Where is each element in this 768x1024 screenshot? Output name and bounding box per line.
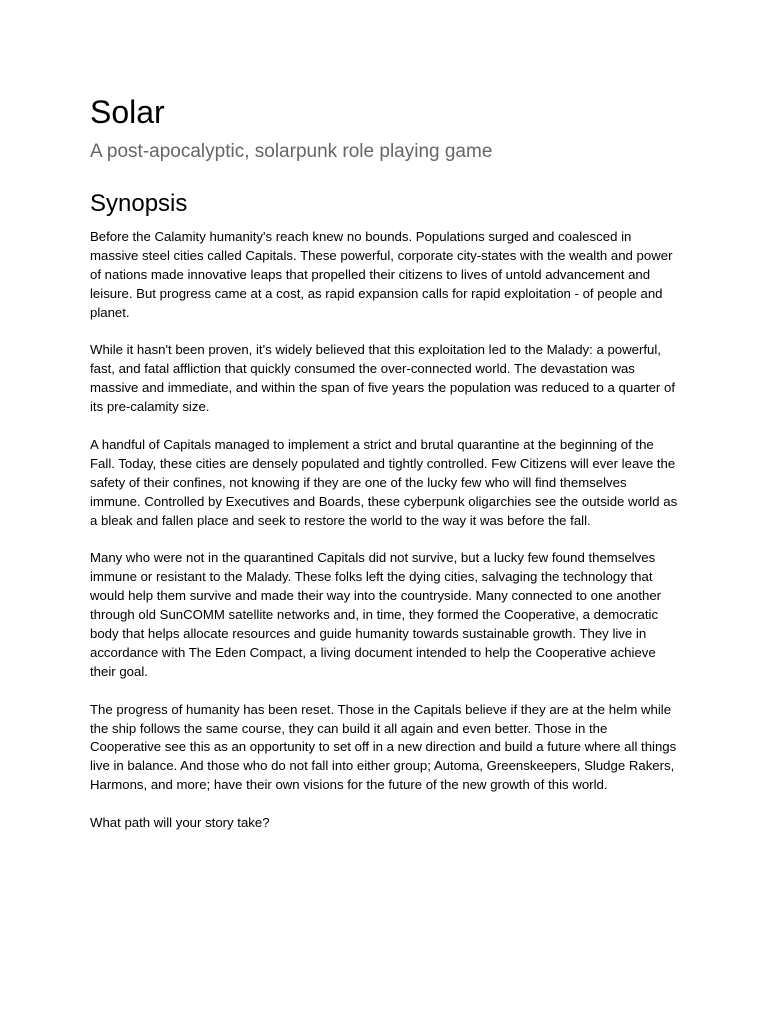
paragraph: A handful of Capitals managed to implement a strict and brutal quarantine at the beginning of the Fall. Today, these cities are densely populated and tightly controlled. Few Citizens will ever leave the safety of their confines, not knowing if they are one of the lucky few who will find themselves immune. Controlled by Executives and Boards, these cyberpunk oligarchies see the outside world as a bleak and fallen place and seek to restore the world to the way it was before the fall. xyxy=(90,436,678,528)
paragraph: The progress of humanity has been reset. Those in the Capitals believe if they are at the helm while the ship follows the same course, they can build it all again and even better. Those in the Cooperative see this as an opportunity to set off in a new direction and build a future where all things live in balance. And those who do not fall into either group; Automa, Greenskeepers, Sludge Rakers, Harmons, and more; have their own visions for the future of the new growth of this world. xyxy=(90,701,677,793)
synopsis-body xyxy=(90,228,678,833)
paragraph: What path will your story take? xyxy=(90,815,270,831)
document-title: Solar xyxy=(90,94,165,130)
document-subtitle: A post-apocalyptic, solarpunk role playing game xyxy=(90,141,493,162)
paragraph: Many who were not in the quarantined Capitals did not survive, but a lucky few found themselves immune or resistant to the Malady. These folks left the dying cities, salvaging the technology that would help them survive and made their way into the countryside. Many connected to one another through old SunCOMM satellite networks and, in time, they formed the Cooperative, a democratic body that helps allocate resources and guide humanity towards sustainable growth. They live in accordance with The Eden Compact, a living document intended to help the Cooperative achieve their goal. xyxy=(90,550,662,679)
paragraph: While it hasn't been proven, it's widely believed that this exploitation led to the Malady: a powerful, fast, and fatal affliction that quickly consumed the over-connected world. The devastation was massive and immediate, and within the span of five years the population was reduced to a quarter of its pre-calamity size. xyxy=(90,342,675,415)
section-heading-synopsis: Synopsis xyxy=(90,190,188,217)
paragraph: Before the Calamity humanity's reach knew no bounds. Populations surged and coalesced in massive steel cities called Capitals. These powerful, corporate city-states with the wealth and power of nations made innovative leaps that propelled their citizens to lives of untold advancement and leisure. But progress came at a cost, as rapid expansion calls for rapid exploitation - of people and planet. xyxy=(90,229,673,320)
